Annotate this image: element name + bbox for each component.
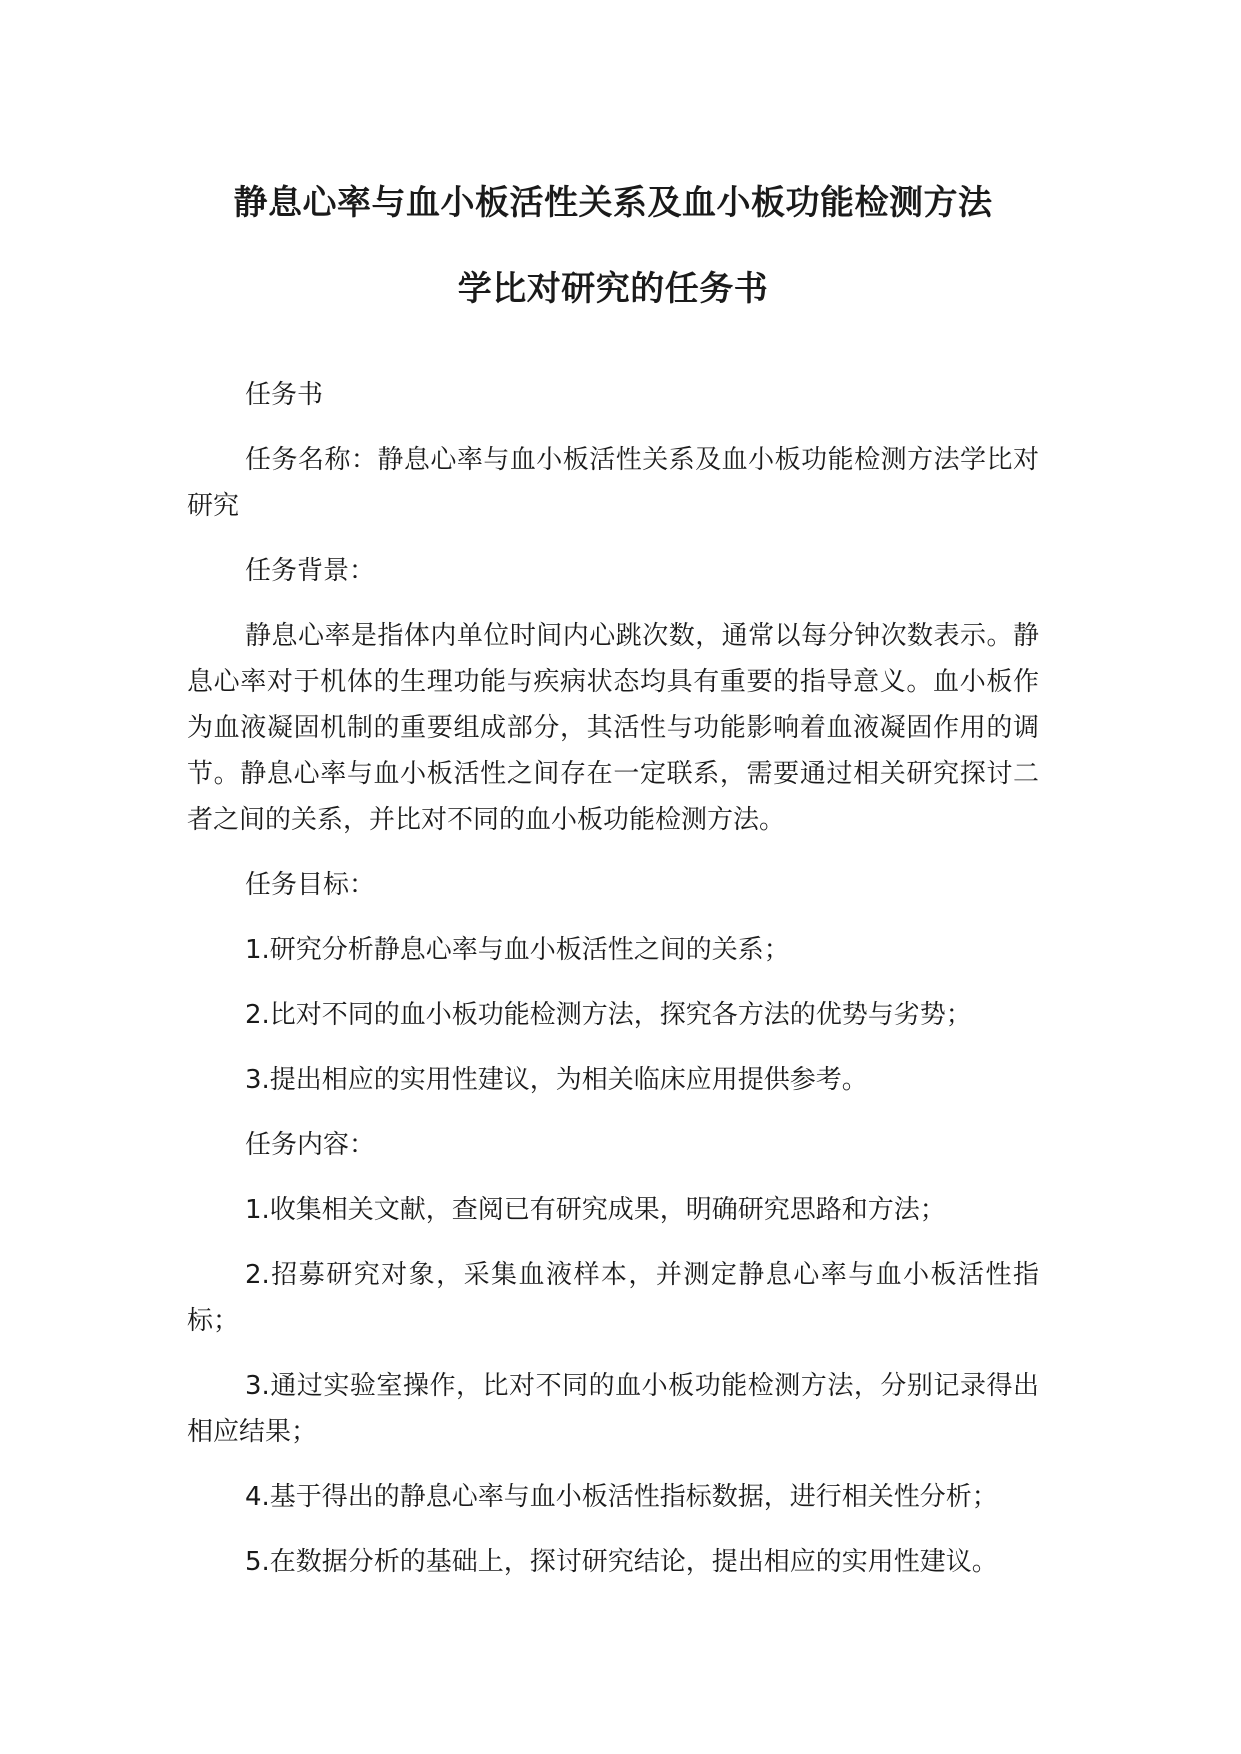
content-item: 3.通过实验室操作，比对不同的血小板功能检测方法，分别记录得出相应结果；	[187, 1371, 1039, 1447]
goal-item: 1.研究分析静息心率与血小板活性之间的关系；	[245, 935, 790, 965]
content-item: 1.收集相关文献，查阅已有研究成果，明确研究思路和方法；	[245, 1195, 946, 1225]
background-label: 任务背景：	[245, 556, 376, 586]
content-label: 任务内容：	[245, 1130, 376, 1160]
document-page	[187, 160, 1039, 1604]
goals-label: 任务目标：	[245, 870, 376, 900]
background-paragraph: 静息心率是指体内单位时间内心跳次数，通常以每分钟次数表示。静息心率对于机体的生理功能与疾病状态均具有重要的指导意义。血小板作为血液凝固机制的重要组成部分，其活性与功能影响着血液凝固作用的调节。静息心率与血小板活性之间存在一定联系，需要通过相关研究探讨二者之间的关系，并比对不同的血小板功能检测方法。	[187, 621, 1039, 835]
goal-item: 2.比对不同的血小板功能检测方法，探究各方法的优势与劣势；	[245, 1000, 972, 1030]
task-name-paragraph: 任务名称：静息心率与血小板活性关系及血小板功能检测方法学比对研究	[187, 445, 1039, 521]
section-heading: 任务书	[245, 380, 324, 410]
content-item: 4.基于得出的静息心率与血小板活性指标数据，进行相关性分析；	[245, 1482, 998, 1512]
title-line-2: 学比对研究的任务书	[457, 269, 769, 309]
content-item: 5.在数据分析的基础上，探讨研究结论，提出相应的实用性建议。	[245, 1547, 998, 1577]
goal-item: 3.提出相应的实用性建议，为相关临床应用提供参考。	[245, 1065, 868, 1095]
document-title	[187, 160, 1039, 332]
title-line-1: 静息心率与血小板活性关系及血小板功能检测方法	[233, 183, 993, 223]
content-item: 2.招募研究对象，采集血液样本，并测定静息心率与血小板活性指标；	[187, 1260, 1039, 1336]
document-body	[187, 372, 1039, 1585]
